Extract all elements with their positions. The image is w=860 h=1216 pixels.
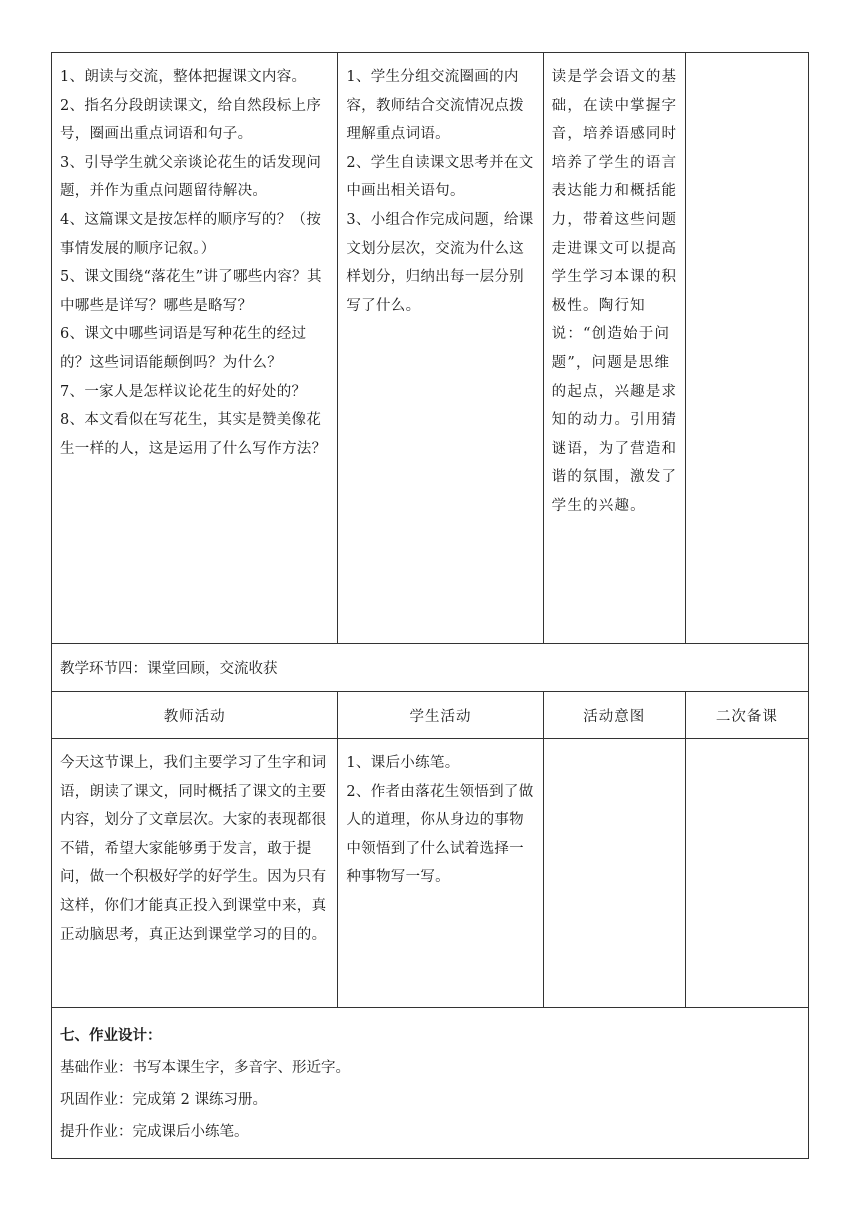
lesson-plan-table [51,52,809,1159]
revision-cell [685,53,808,644]
teacher-item: 4、这篇课文是按怎样的顺序写的？（按事情发展的顺序记叙。） [60,211,322,257]
teacher-item: 8、本文看似在写花生，其实是赞美像花生一样的人，这是运用了什么写作方法？ [60,412,327,457]
activity-intent-text [544,739,685,755]
activity-row-step3 [52,53,809,644]
homework-title: 七、作业设计： [60,1027,162,1044]
homework-row [52,1008,809,1159]
homework-item: 提升作业：完成课后小练笔。 [60,1124,249,1140]
student-activity-cell [338,739,543,1008]
section-title-row [52,644,809,692]
teacher-activity-cell [52,739,338,1008]
activity-intent-cell [543,739,685,1008]
homework-item: 基础作业：书写本课生字，多音字、形近字。 [60,1060,350,1076]
student-item: 1、学生分组交流圈画的内容，教师结合交流情况点拨理解重点词语。 [346,69,524,143]
header-student-activity: 学生活动 [338,692,543,739]
activity-row-step4 [52,739,809,1008]
teacher-activity-cell [52,53,338,644]
teacher-item: 3、引导学生就父亲谈论花生的话发现问题，并作为重点问题留待解决。 [60,154,322,200]
student-item: 3、小组合作完成问题，给课文划分层次，交流为什么这样划分，归纳出每一层分别写了什么。 [346,211,534,314]
revision-text [686,53,808,69]
header-activity-intent: 活动意图 [543,692,685,739]
student-item: 1、课后小练笔。 [346,755,460,771]
student-item: 2、学生自读课文思考并在文中画出相关语句。 [346,154,534,200]
revision-cell [685,739,808,1008]
header-row [52,692,809,739]
student-activity-cell [338,53,543,644]
lesson-plan-page [51,52,809,1159]
teacher-item: 2、指名分段朗读课文，给自然段标上序号，圈画出重点词语和句子。 [60,97,322,143]
header-teacher-activity: 教师活动 [52,692,338,739]
teacher-item: 6、课文中哪些词语是写种花生的经过的？这些词语能颠倒吗？为什么？ [60,326,307,371]
header-second-preparation: 二次备课 [685,692,808,739]
section-title: 教学环节四：课堂回顾，交流收获 [60,661,278,677]
student-item: 2、作者由落花生领悟到了做人的道理，你从身边的事物中领悟到了什么试着选择一种事物写一写。 [346,783,534,886]
activity-intent-cell [543,53,685,644]
homework-cell [52,1008,809,1159]
teacher-item: 1、朗读与交流，整体把握课文内容。 [60,69,307,85]
teacher-item: 7、一家人是怎样议论花生的好处的？ [60,383,307,400]
section-title-cell [52,644,809,692]
activity-intent-text: 读是学会语文的基础，在读中掌握字音，培养语感同时培养了学生的语言表达能力和概括能力，带着这些问题走进课文可以提高学生学习本课的积极性。陶行知说：“创造始于问题”，问题是思维的起点，兴趣是求知的动力。引用猜谜语，为了营造和谐的氛围，激发了学生的兴趣。 [551,69,678,514]
teacher-item: 5、课文围绕“落花生”讲了哪些内容？其中哪些是详写？哪些是略写？ [60,269,322,314]
homework-item: 巩固作业：完成第 2 课练习册。 [60,1092,267,1108]
revision-text [686,739,808,755]
teacher-summary-text: 今天这节课上，我们主要学习了生字和词语，朗读了课文，同时概括了课文的主要内容，划分了文章层次。大家的表现都很不错，希望大家能够勇于发言，敢于提问，做一个积极好学的好学生。因为只有这样，你们才能真正投入到课堂中来，真正动脑思考，真正达到课堂学习的目的。 [60,755,327,943]
